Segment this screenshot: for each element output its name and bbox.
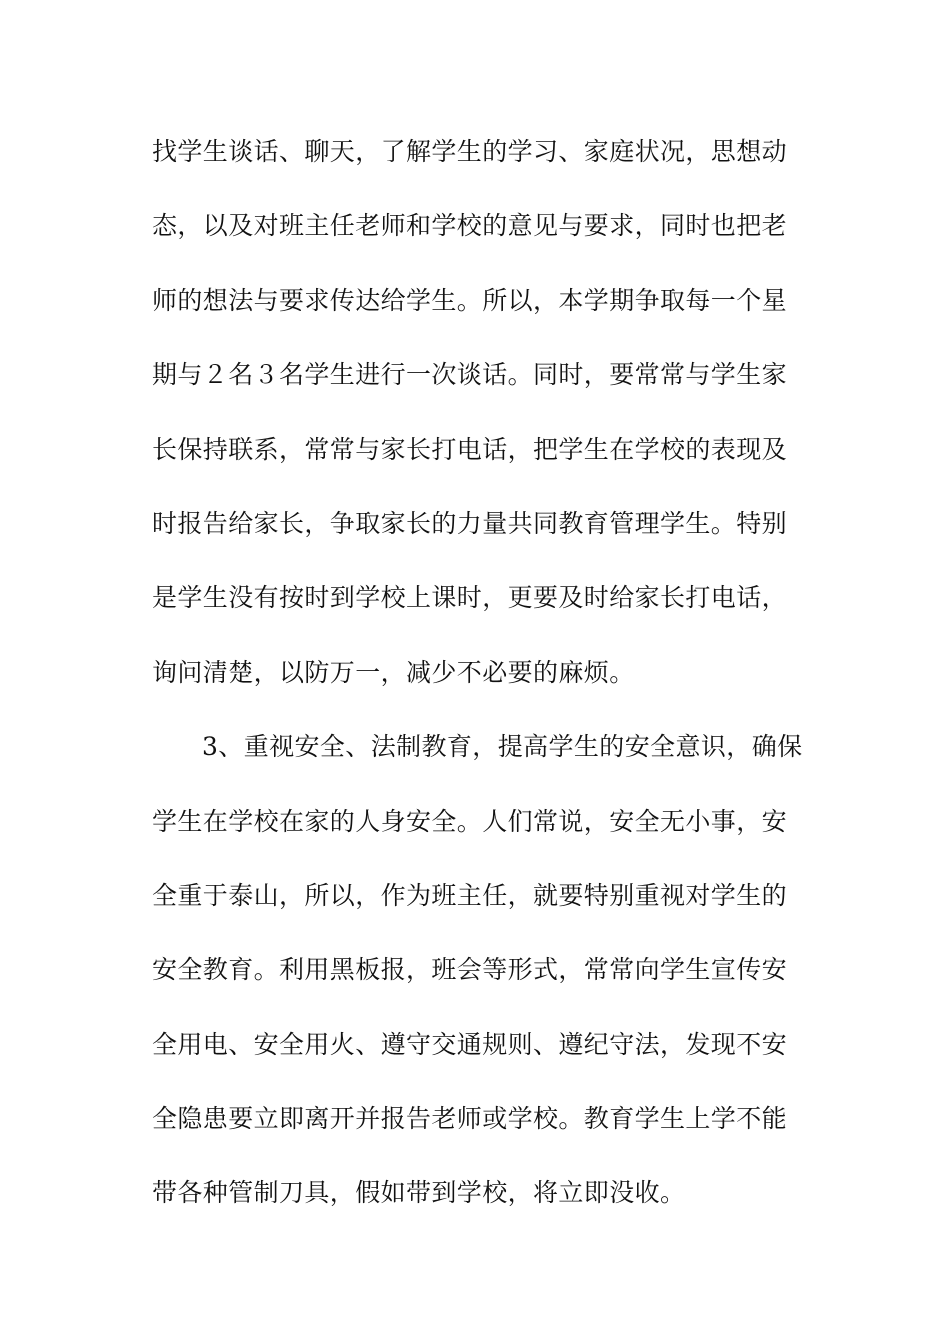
- paragraph-line: 全用电、安全用火、遵守交通规则、遵纪守法，发现不安: [152, 1029, 788, 1059]
- paragraph-line: 期与２名３名学生进行一次谈话。同时，要常常与学生家: [152, 360, 788, 390]
- paragraph-line: 带各种管制刀具，假如带到学校，将立即没收。: [152, 1178, 686, 1208]
- paragraph-line: 是学生没有按时到学校上课时，更要及时给家长打电话，: [152, 583, 788, 613]
- paragraph-line: 安全教育。利用黑板报，班会等形式，常常向学生宣传安: [152, 955, 788, 985]
- document-body: [152, 124, 812, 1240]
- paragraph-line: 长保持联系，常常与家长打电话，把学生在学校的表现及: [152, 434, 788, 464]
- paragraph-line: 态，以及对班主任老师和学校的意见与要求，同时也把老: [152, 211, 788, 241]
- paragraph-1: [152, 124, 812, 719]
- paragraph-line: 师的想法与要求传达给学生。所以，本学期争取每一个星: [152, 285, 788, 315]
- paragraph-line: 全隐患要立即离开并报告老师或学校。教育学生上学不能: [152, 1104, 788, 1134]
- paragraph-line: 时报告给家长，争取家长的力量共同教育管理学生。特别: [152, 508, 788, 538]
- paragraph-2: [152, 719, 812, 1240]
- paragraph-line: 询问清楚，以防万一，减少不必要的麻烦。: [152, 657, 635, 687]
- paragraph-first-line: 3、重视安全、法制教育，提高学生的安全意识，确保: [202, 732, 803, 762]
- paragraph-line: 找学生谈话、聊天，了解学生的学习、家庭状况，思想动: [152, 137, 788, 166]
- paragraph-line: 全重于泰山，所以，作为班主任，就要特别重视对学生的: [152, 880, 788, 910]
- paragraph-line: 学生在学校在家的人身安全。人们常说，安全无小事，安: [152, 806, 788, 836]
